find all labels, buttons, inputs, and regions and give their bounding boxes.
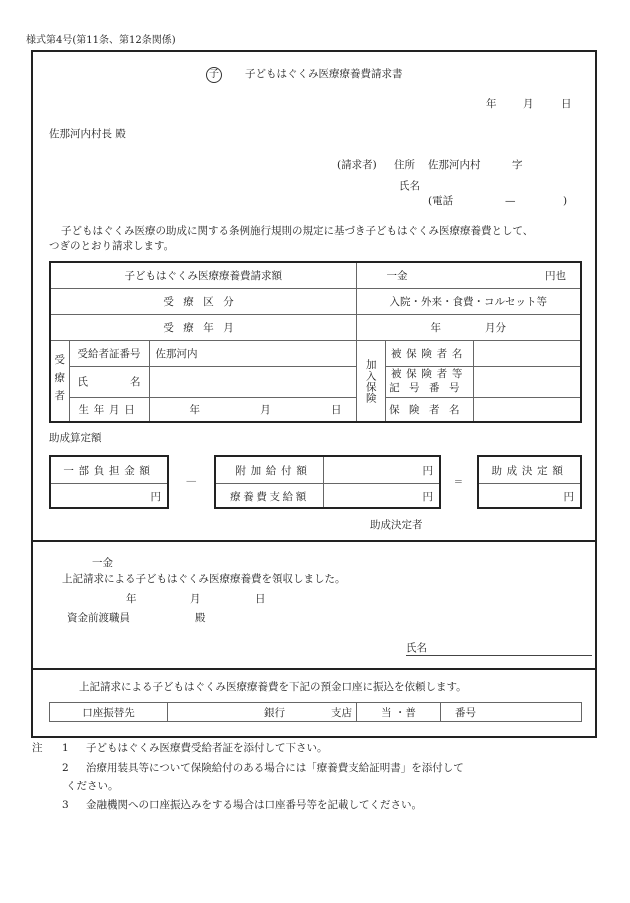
- medical-benefit-label: 療養費支給額: [230, 490, 309, 503]
- note-3-num: 3: [62, 799, 69, 811]
- copay-label: 一部負担金額: [63, 464, 155, 477]
- divider-receipt: [31, 540, 597, 542]
- amount-label: 子どもはぐくみ医療療養費請求額: [50, 262, 356, 288]
- receipt-day: 日: [255, 593, 266, 605]
- page-title: 子どもはぐくみ医療療養費請求書: [245, 68, 403, 80]
- receipt-name-label: 氏名: [406, 642, 427, 654]
- phone-close: ): [563, 195, 568, 207]
- notes-prefix: 注: [32, 742, 43, 754]
- note-1-num: 1: [62, 742, 69, 754]
- insurer-label: 保険者名: [385, 397, 473, 422]
- cert-label: 受給者証番号: [69, 340, 149, 366]
- addressee: 佐那河内村長 殿: [49, 128, 126, 140]
- amount-cell[interactable]: [356, 262, 581, 288]
- note-3-text: 金融機関への口座振込みをする場合は口座番号等を記載してください。: [86, 799, 422, 811]
- claimant-label: (請求者): [337, 159, 377, 171]
- birth-day: 日: [331, 403, 342, 416]
- decision-box: [477, 455, 582, 509]
- bank-label: 銀行: [264, 706, 285, 719]
- name-label: 氏名: [399, 180, 420, 192]
- benefit-box: [214, 455, 441, 509]
- period-month: 月分: [485, 321, 506, 334]
- copay-value[interactable]: [51, 483, 167, 509]
- address-label: 住所: [394, 159, 415, 171]
- receipt-amount-prefix: 一金: [92, 557, 113, 569]
- category-value[interactable]: 入院・外来・食費・コルセット等: [356, 288, 581, 314]
- insured-id-value[interactable]: [473, 366, 581, 397]
- bank-table: [49, 702, 582, 722]
- phone-dash: —: [505, 195, 516, 207]
- patient-name-value[interactable]: [149, 366, 356, 397]
- note-1-text: 子どもはぐくみ医療費受給者証を添付して下さい。: [86, 742, 328, 754]
- seal-icon: 子: [206, 67, 222, 83]
- insured-id-label: 被保険者等 記号番号: [385, 366, 473, 397]
- official-label: 資金前渡職員: [67, 612, 130, 624]
- cert-value[interactable]: 佐那河内: [149, 340, 356, 366]
- patient-name-label: 氏 名: [69, 366, 149, 397]
- calc-title: 助成算定額: [49, 432, 102, 444]
- decision-label: 助成決定額: [491, 464, 568, 477]
- intro-line2: つぎのとおり請求します。: [49, 240, 175, 252]
- note-2-text: 治療用装具等について保険給付のある場合には「療養費支給証明書」を添付して: [86, 762, 464, 774]
- receipt-signature-line[interactable]: [406, 655, 592, 656]
- amount-suffix: 円也: [545, 269, 566, 282]
- receipt-month: 月: [190, 593, 201, 605]
- bank-cell[interactable]: [168, 703, 357, 722]
- copay-box: [49, 455, 169, 509]
- equals-sign: =: [454, 476, 463, 488]
- address-value[interactable]: 佐那河内村: [428, 159, 481, 171]
- intro-line1: 子どもはぐくみ医療の助成に関する条例施行規則の規定に基づき子どもはぐくみ医療療養費として、: [61, 225, 534, 237]
- form-number: 様式第4号(第11条、第12条関係): [26, 35, 176, 46]
- birth-label: 生年月日: [69, 397, 149, 422]
- medical-benefit-unit[interactable]: 円: [422, 490, 433, 503]
- minus-sign: —: [186, 475, 197, 487]
- date-day: 日: [561, 98, 572, 110]
- amount-prefix: 一金: [386, 269, 408, 282]
- receipt-year: 年: [126, 593, 137, 605]
- phone-open: (電話: [428, 195, 454, 207]
- extra-benefit-label: 附加給付額: [235, 464, 312, 477]
- date-year: 年: [486, 98, 497, 110]
- period-label: 受療年月: [50, 314, 356, 340]
- extra-benefit-unit[interactable]: 円: [422, 464, 433, 477]
- account-type[interactable]: 当 ・普: [357, 703, 441, 722]
- copay-unit: 円: [150, 490, 161, 503]
- note-2-num: 2: [62, 762, 69, 774]
- period-cell[interactable]: [356, 314, 581, 340]
- transfer-statement: 上記請求による子どもはぐくみ医療療養費を下記の預金口座に振込を依頼します。: [79, 681, 467, 693]
- official-dono: 殿: [195, 612, 206, 624]
- birth-month: 月: [260, 403, 271, 416]
- insurer-value[interactable]: [473, 397, 581, 422]
- decision-value[interactable]: [479, 483, 580, 509]
- divider-transfer: [31, 668, 597, 670]
- insured-name-label: 被保険者名: [385, 340, 473, 366]
- date-month: 月: [523, 98, 534, 110]
- decider-label: 助成決定者: [370, 519, 423, 531]
- insurance-group-label: 加入保険: [356, 340, 385, 422]
- aza-label: 字: [512, 159, 523, 171]
- claim-table: [49, 261, 582, 423]
- note-2-cont: ください。: [66, 780, 119, 792]
- branch-label: 支店: [331, 706, 352, 719]
- receipt-statement: 上記請求による子どもはぐくみ医療療養費を領収しました。: [62, 573, 346, 585]
- patient-group-label: 受療者: [50, 340, 69, 422]
- birth-cell[interactable]: [149, 397, 356, 422]
- account-number[interactable]: 番号: [441, 703, 582, 722]
- account-label: 口座振替先: [50, 703, 168, 722]
- decision-unit: 円: [563, 490, 574, 503]
- birth-year: 年: [189, 403, 200, 416]
- category-label: 受療区分: [50, 288, 356, 314]
- insured-name-value[interactable]: [473, 340, 581, 366]
- period-year: 年: [430, 321, 441, 334]
